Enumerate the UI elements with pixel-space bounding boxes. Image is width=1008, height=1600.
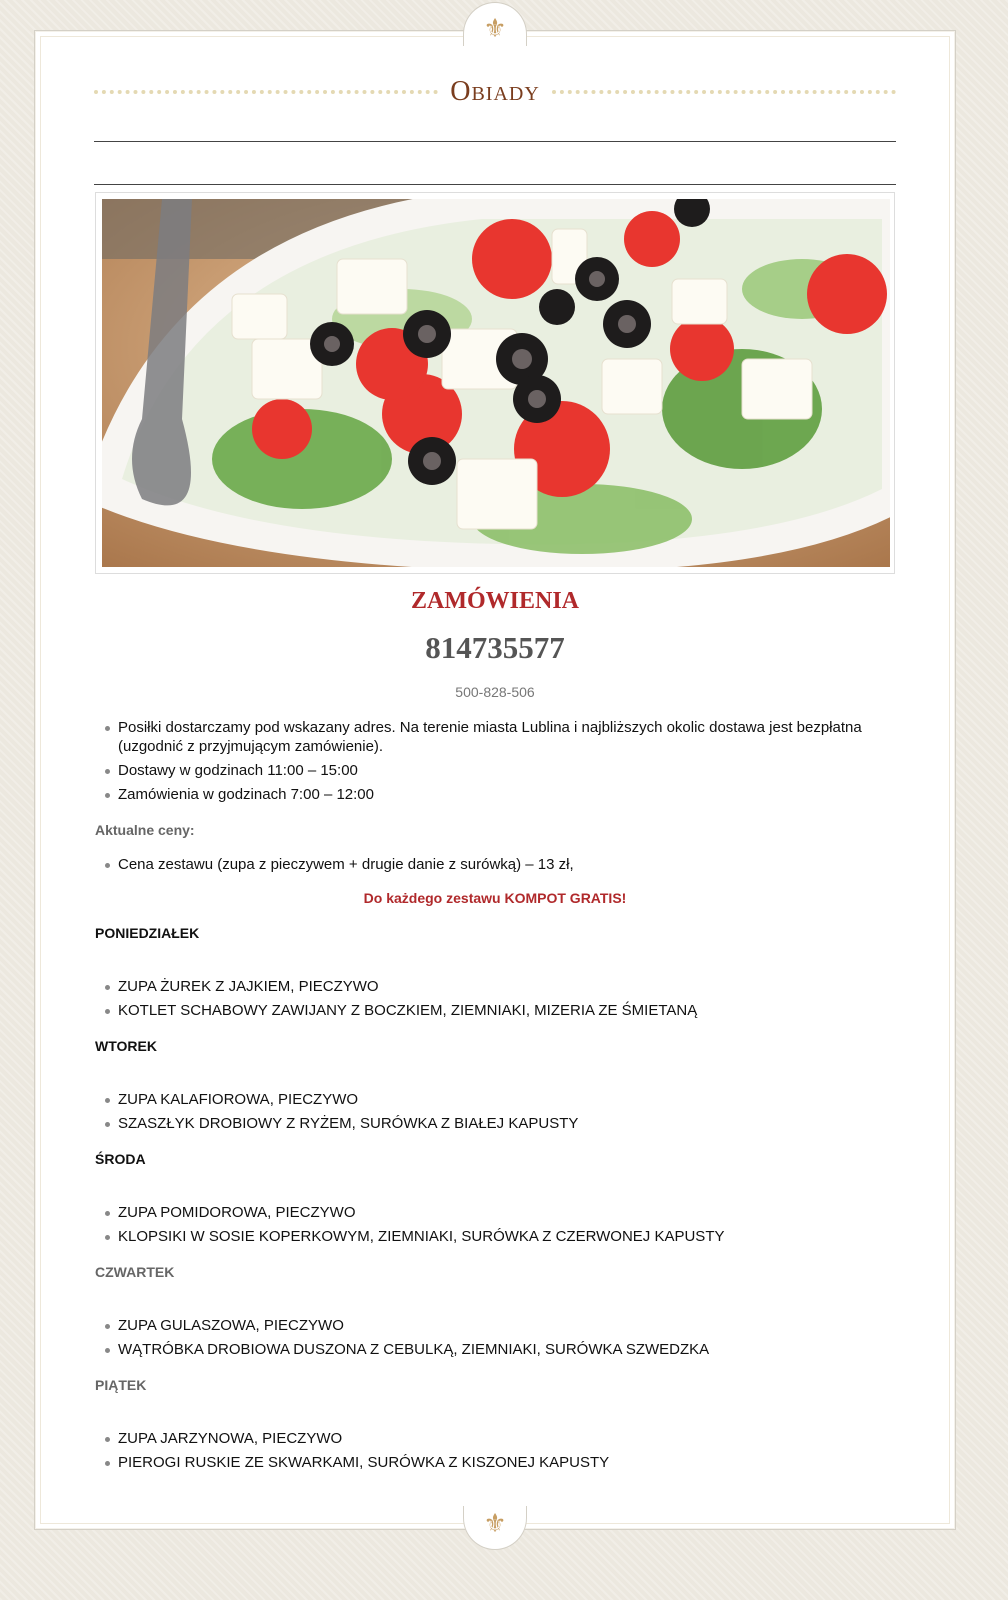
list-item: KOTLET SCHABOWY ZAWIJANY Z BOCZKIEM, ZIEMNIAKI, MIZERIA ZE ŚMIETANĄ	[95, 1001, 895, 1020]
list-item: ZUPA POMIDOROWA, PIECZYWO	[95, 1203, 895, 1222]
list-item: Posiłki dostarczamy pod wskazany adres. Na terenie miasta Lublina i najbliższych okolic dostawa jest bezpłatna (uzgodnić z przyjmującym zamówienie).	[95, 718, 895, 756]
horizontal-rule	[94, 184, 896, 185]
day-menu-list	[95, 1090, 895, 1138]
title-divider-left	[94, 90, 438, 94]
list-item: ZUPA KALAFIOROWA, PIECZYWO	[95, 1090, 895, 1109]
horizontal-rule	[94, 141, 896, 142]
list-item: WĄTRÓBKA DROBIOWA DUSZONA Z CEBULKĄ, ZIEMNIAKI, SURÓWKA SZWEDZKA	[95, 1340, 895, 1359]
list-item: PIEROGI RUSKIE ZE SKWARKAMI, SURÓWKA Z KISZONEJ KAPUSTY	[95, 1453, 895, 1472]
day-heading: ŚRODA	[95, 1151, 146, 1167]
list-item: ZUPA ŻUREK Z JAJKIEM, PIECZYWO	[95, 977, 895, 996]
prices-label: Aktualne ceny:	[95, 822, 195, 838]
list-item: Zamówienia w godzinach 7:00 – 12:00	[95, 785, 895, 804]
day-heading: PIĄTEK	[95, 1377, 147, 1393]
list-item: KLOPSIKI W SOSIE KOPERKOWYM, ZIEMNIAKI, SURÓWKA Z CZERWONEJ KAPUSTY	[95, 1227, 895, 1246]
day-menu-list	[95, 1429, 895, 1477]
orders-heading: ZAMÓWIENIA	[410, 588, 579, 614]
list-item: SZASZŁYK DROBIOWY Z RYŻEM, SURÓWKA Z BIAŁEJ KAPUSTY	[95, 1114, 895, 1133]
salad-illustration	[102, 199, 890, 567]
main-phone-number: 814735577	[425, 630, 565, 665]
day-menu-list	[95, 1316, 895, 1364]
gratis-note: Do każdego zestawu KOMPOT GRATIS!	[363, 890, 627, 906]
salad-image	[102, 199, 890, 567]
day-menu-list	[95, 977, 895, 1025]
list-item: ZUPA GULASZOWA, PIECZYWO	[95, 1316, 895, 1335]
day-heading: PONIEDZIAŁEK	[95, 925, 200, 941]
day-menu-list	[95, 1203, 895, 1251]
prices-list	[95, 855, 895, 874]
title-row	[94, 72, 896, 112]
alt-phone-number: 500-828-506	[455, 684, 535, 700]
list-item: Dostawy w godzinach 11:00 – 15:00	[95, 761, 895, 780]
day-heading: WTOREK	[95, 1038, 157, 1054]
title-divider-right	[552, 90, 896, 94]
day-heading: CZWARTEK	[95, 1264, 175, 1280]
list-item: ZUPA JARZYNOWA, PIECZYWO	[95, 1429, 895, 1448]
info-list	[95, 718, 895, 809]
list-item: Cena zestawu (zupa z pieczywem + drugie danie z surówką) – 13 zł,	[95, 855, 895, 874]
salad-image-frame	[95, 192, 895, 574]
fleur-de-lis-icon: ⚜	[463, 2, 527, 46]
page-title: Obiady	[450, 76, 540, 107]
fleur-de-lis-icon: ⚜	[463, 1506, 527, 1550]
